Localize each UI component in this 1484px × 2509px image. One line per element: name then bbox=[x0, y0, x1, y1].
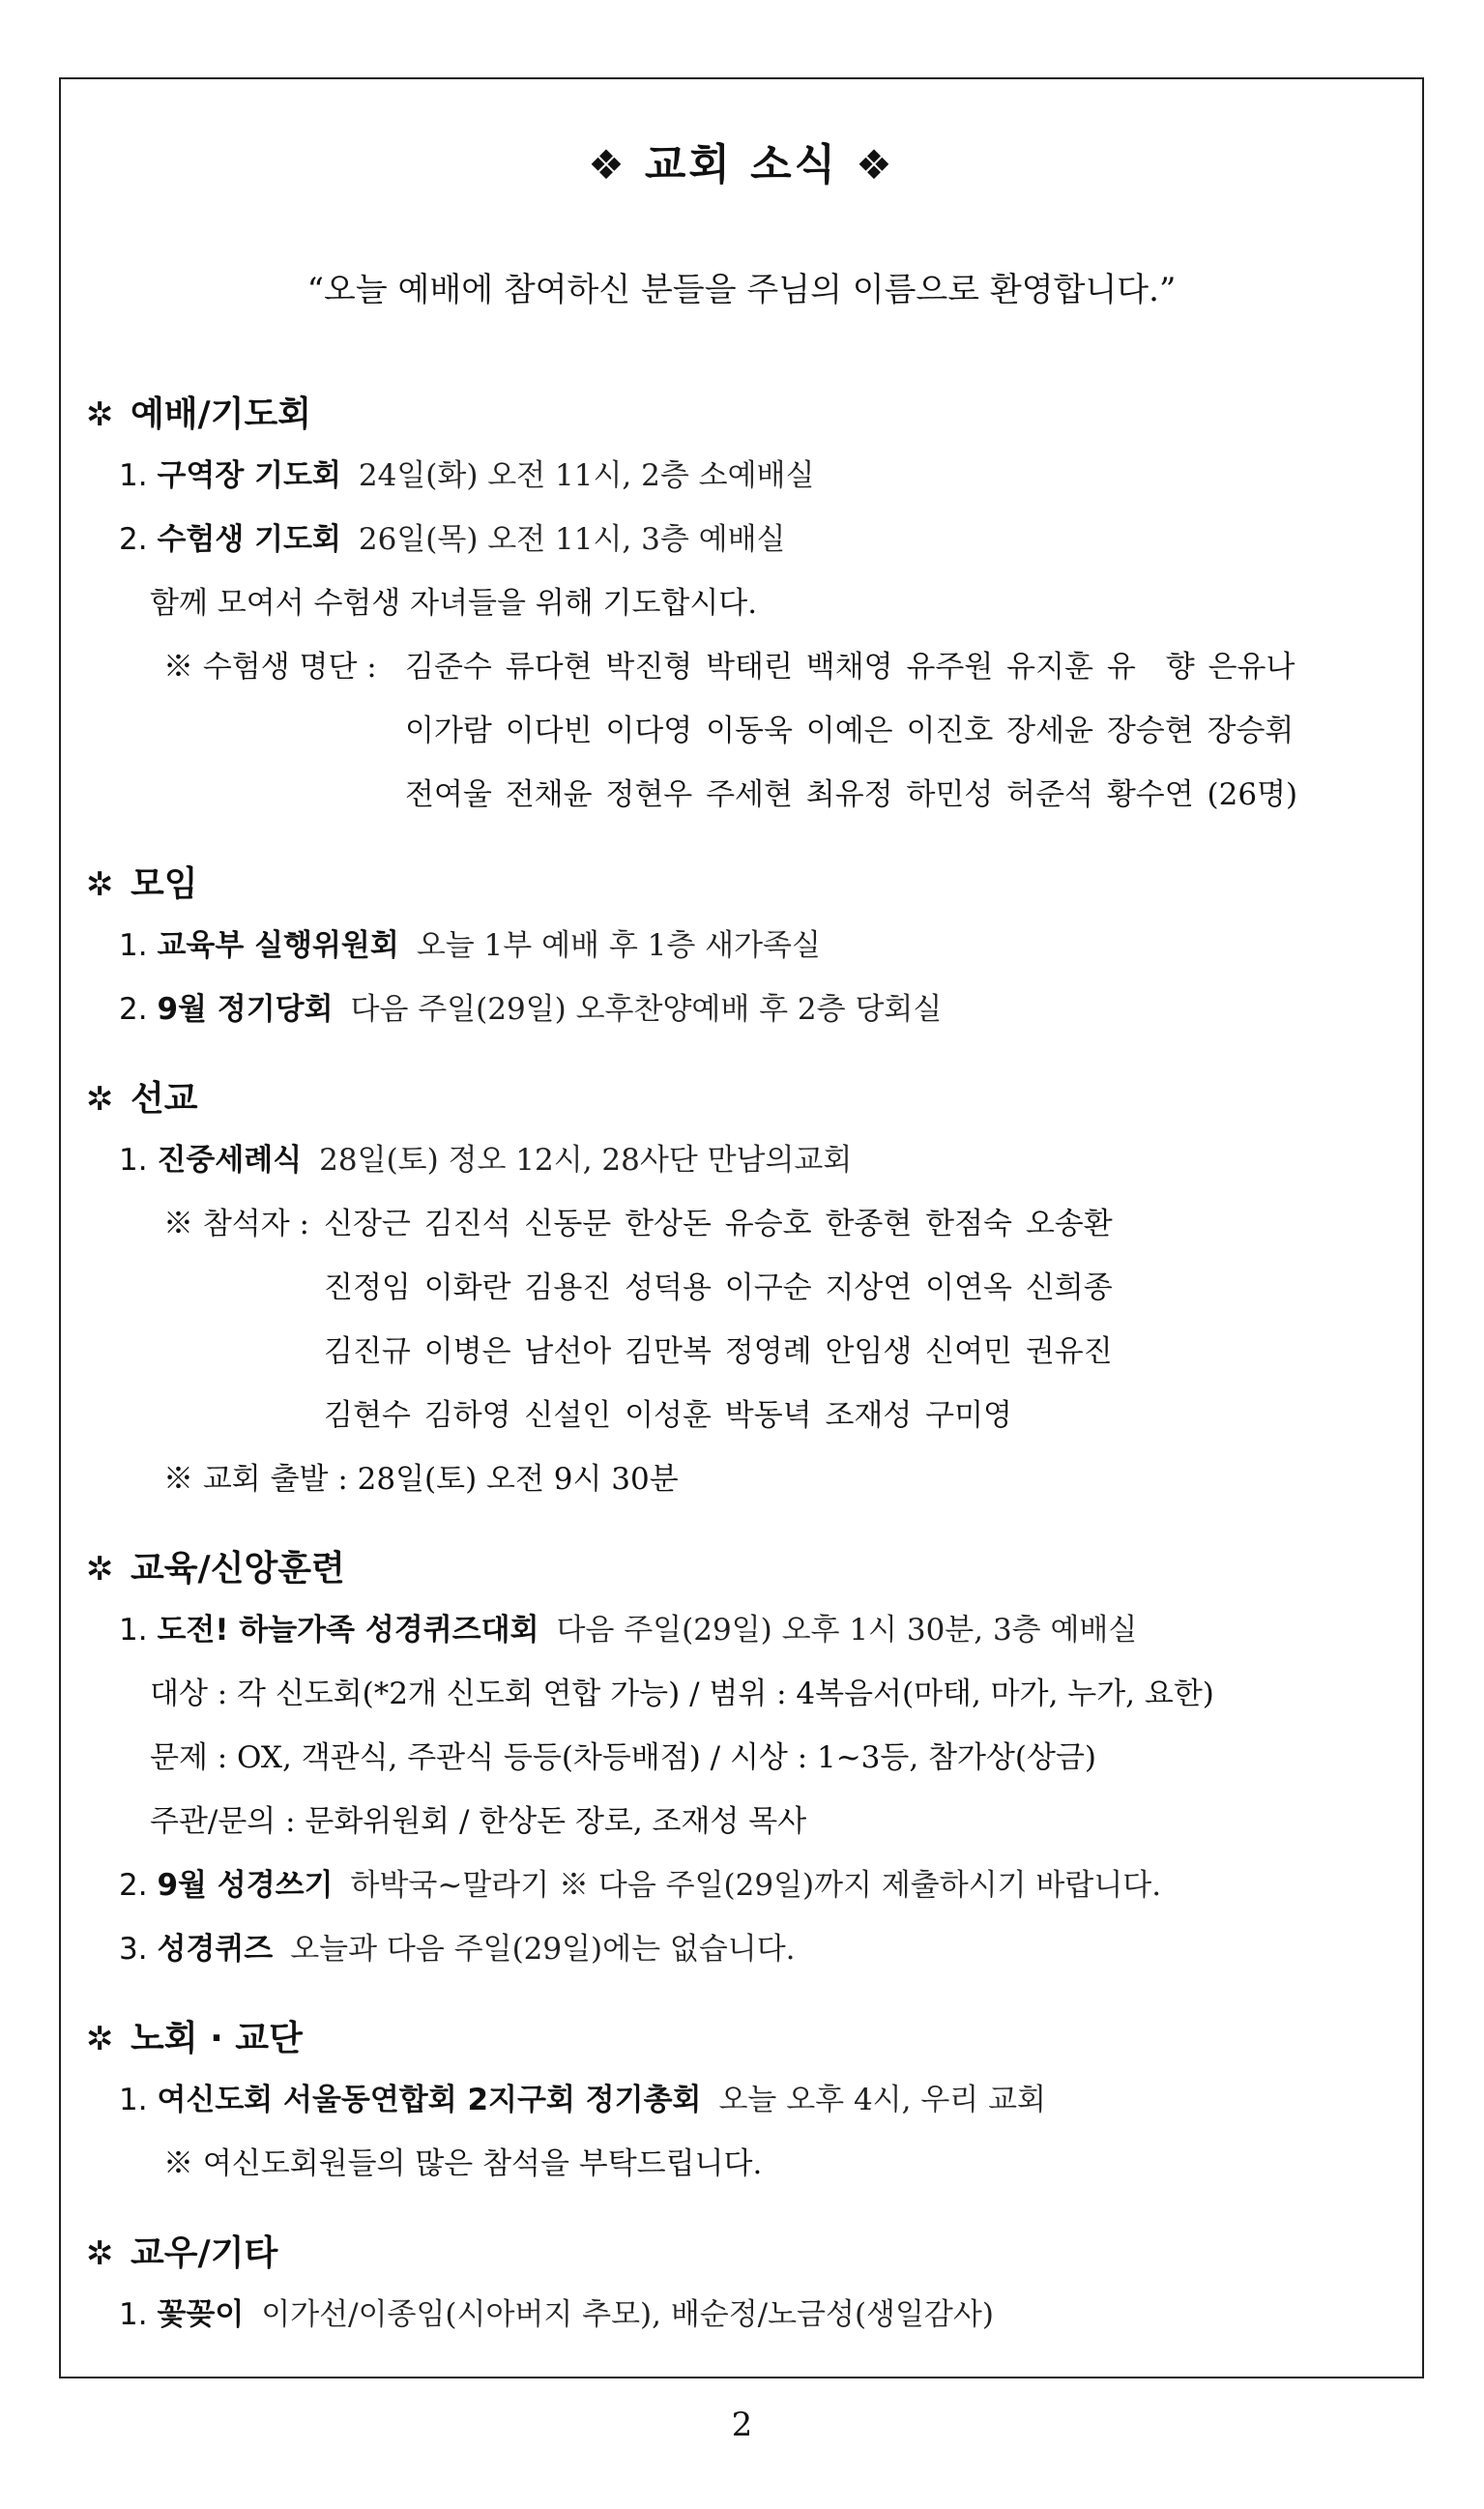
worship-note: 함께 모여서 수험생 자녀들을 위해 기도합시다. bbox=[150, 586, 758, 621]
list-item: 1. 여신도회 서울동연합회 2지구회 정기총회 오늘 오후 4시, 우리 교회 bbox=[119, 2083, 1046, 2117]
list-item: 1. 교육부 실행위원회 오늘 1부 예배 후 1층 새가족실 bbox=[119, 928, 821, 963]
asterisk-icon: ✲ bbox=[86, 1080, 114, 1119]
bulletin-frame bbox=[59, 77, 1424, 2378]
attendee-names-row: 김진규 이병은 남선아 김만복 정영례 안임생 신여민 권유진 bbox=[324, 1334, 1113, 1369]
welcome-message: “오늘 예배에 참여하신 분들을 주님의 이름으로 환영합니다.” bbox=[306, 271, 1177, 309]
list-item: 3. 성경퀴즈 오늘과 다음 주일(29일)에는 없습니다. bbox=[119, 1932, 796, 1967]
asterisk-icon: ✲ bbox=[86, 1550, 114, 1589]
departure-note: ※ 교회 출발 : 28일(토) 오전 9시 30분 bbox=[163, 1462, 679, 1497]
asterisk-icon: ✲ bbox=[86, 2020, 114, 2058]
asterisk-icon: ✲ bbox=[86, 2234, 114, 2273]
list-item: 2. 수험생 기도회 26일(목) 오전 11시, 3층 예배실 bbox=[119, 522, 786, 557]
attendee-names-row: 김현수 김하영 신설인 이성훈 박동녁 조재성 구미영 bbox=[324, 1398, 1012, 1433]
section-heading-education: ✲ 교육/신앙훈련 bbox=[86, 1549, 345, 1589]
student-list-label: ※ 수험생 명단 : bbox=[163, 650, 377, 685]
list-item: 2. 9월 성경쓰기 하박국~말라기 ※ 다음 주일(29일)까지 제출하시기 바랍니다. bbox=[119, 1868, 1162, 1903]
list-item: 2. 9월 정기당회 다음 주일(29일) 오후찬양예배 후 2층 당회실 bbox=[119, 992, 943, 1027]
quiz-detail-line: 문제 : OX, 객관식, 주관식 등등(차등배점) / 시상 : 1~3등, 참가상(상금) bbox=[150, 1740, 1096, 1775]
diamond-ornament-icon: ❖ bbox=[856, 141, 895, 189]
asterisk-icon: ✲ bbox=[86, 865, 114, 904]
section-heading-meeting: ✲ 모임 bbox=[86, 864, 198, 904]
section-heading-worship: ✲ 예배/기도회 bbox=[86, 394, 312, 434]
section-heading-members: ✲ 교우/기타 bbox=[86, 2233, 278, 2273]
student-names-row: 이가람 이다빈 이다영 이동욱 이예은 이진호 장세윤 장승현 장승휘 bbox=[405, 714, 1295, 748]
student-names-row: 김준수 류다현 박진형 박태린 백채영 유주원 유지훈 유 향 은유나 bbox=[405, 650, 1295, 685]
list-item: 1. 꽃꽂이 이가선/이종임(시아버지 추모), 배순정/노금성(생일감사) bbox=[119, 2297, 994, 2332]
list-item: 1. 구역장 기도회 24일(화) 오전 11시, 2층 소예배실 bbox=[119, 458, 815, 493]
page-title bbox=[61, 130, 1422, 191]
section-heading-presbytery: ✲ 노회 · 교단 bbox=[86, 2019, 303, 2058]
page-number: 2 bbox=[731, 2406, 753, 2444]
asterisk-icon: ✲ bbox=[86, 395, 114, 434]
presbytery-note: ※ 여신도회원들의 많은 참석을 부탁드립니다. bbox=[163, 2146, 763, 2181]
attendee-names-row: 진정임 이화란 김용진 성덕용 이구순 지상연 이연옥 신희종 bbox=[324, 1270, 1113, 1305]
student-names-row: 전여울 전채윤 정현우 주세현 최유정 하민성 허준석 황수연 (26명) bbox=[405, 777, 1298, 812]
quiz-detail-line: 주관/문의 : 문화위원회 / 한상돈 장로, 조재성 목사 bbox=[150, 1804, 807, 1839]
title-text: 교회 소식 bbox=[644, 140, 839, 190]
section-heading-mission: ✲ 선교 bbox=[86, 1079, 198, 1119]
list-item: 1. 도전! 하늘가족 성경퀴즈대회 다음 주일(29일) 오후 1시 30분, 3층 예배실 bbox=[119, 1613, 1138, 1648]
attendee-list-label: ※ 참석자 : bbox=[163, 1207, 309, 1241]
quiz-detail-line: 대상 : 각 신도회(*2개 신도회 연합 가능) / 범위 : 4복음서(마태, 마가, 누가, 요한) bbox=[150, 1677, 1214, 1711]
diamond-ornament-icon: ❖ bbox=[588, 141, 627, 189]
attendee-names-row: 신장근 김진석 신동문 한상돈 유승호 한종현 한점숙 오송환 bbox=[324, 1207, 1113, 1241]
list-item: 1. 진중세례식 28일(토) 정오 12시, 28사단 만남의교회 bbox=[119, 1143, 853, 1178]
